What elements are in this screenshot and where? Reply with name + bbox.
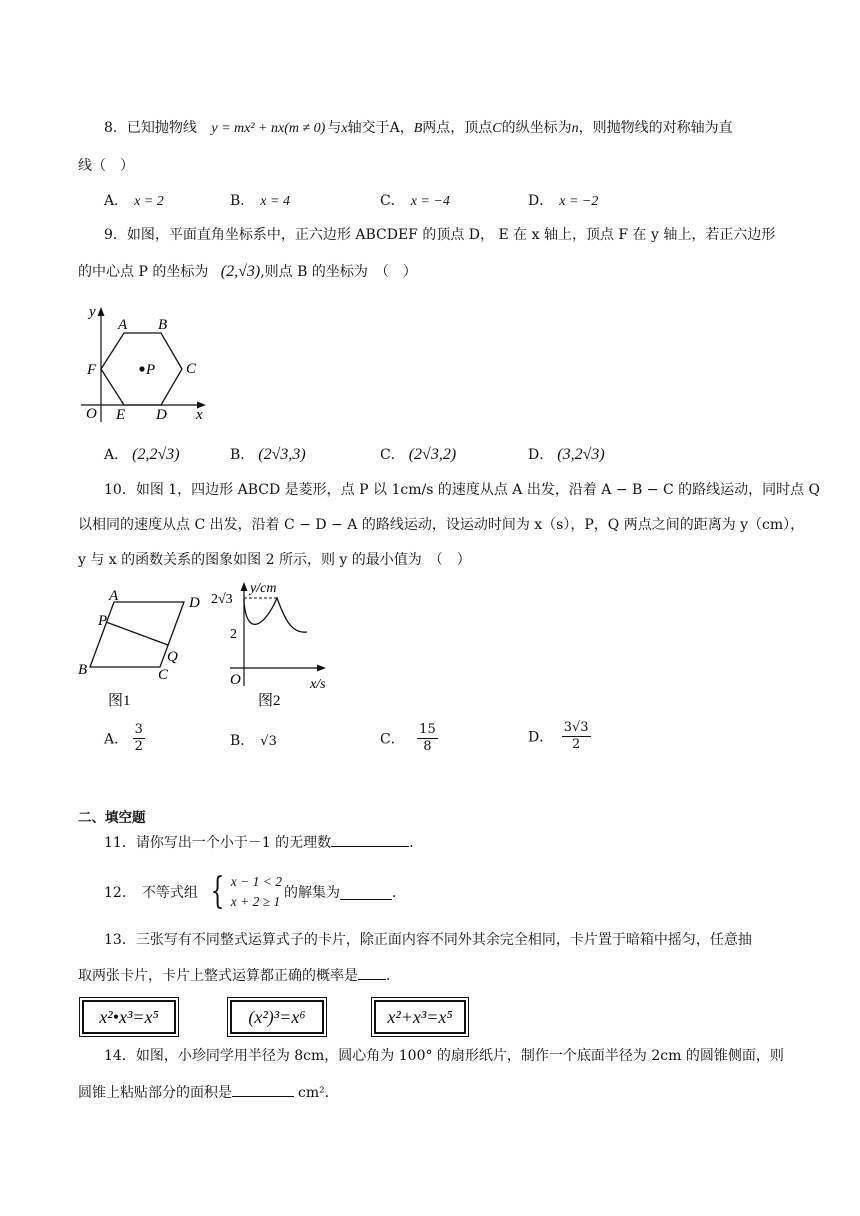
label-tick-low: 2 bbox=[230, 627, 237, 642]
option-label: D． bbox=[528, 447, 554, 463]
q8-line2: 线（ ） bbox=[78, 158, 134, 174]
q9-line2a: 的中心点 P 的坐标为 bbox=[78, 264, 209, 280]
q8-n-var: n bbox=[571, 121, 579, 136]
question-8 bbox=[104, 118, 733, 139]
q8-formula: y = mx² + nx(m ≠ 0) bbox=[211, 121, 326, 136]
q8-text-b: 与 bbox=[327, 120, 342, 136]
option-value: x = 4 bbox=[260, 194, 290, 209]
caption-fig1: 图1 bbox=[108, 693, 131, 709]
q14-line2 bbox=[78, 1082, 339, 1103]
q9-line2 bbox=[78, 262, 417, 282]
q10-figure-2 bbox=[210, 578, 345, 708]
q9-option-c[interactable] bbox=[380, 444, 456, 464]
q13-number: 13． bbox=[104, 932, 136, 948]
option-label: C． bbox=[380, 447, 405, 463]
label-x: x bbox=[196, 407, 203, 423]
option-label: D． bbox=[528, 729, 554, 746]
option-label: A． bbox=[104, 447, 129, 463]
q8-option-d[interactable] bbox=[528, 190, 598, 210]
q10-figure-1 bbox=[72, 582, 212, 712]
q14-unit: cm² bbox=[298, 1085, 325, 1101]
q12-number: 12． bbox=[104, 885, 136, 901]
label-ylabel: y/cm bbox=[250, 581, 277, 596]
option-value: (2,2√3) bbox=[132, 446, 180, 463]
q9-option-d[interactable] bbox=[528, 444, 605, 464]
fraction bbox=[417, 722, 438, 755]
q13-line2 bbox=[78, 965, 400, 986]
option-label: A． bbox=[104, 731, 129, 748]
label-d: D bbox=[189, 595, 200, 611]
question-9 bbox=[104, 225, 775, 245]
y-axis-arrow bbox=[98, 307, 105, 316]
q12-system bbox=[231, 872, 282, 912]
denominator: 2 bbox=[134, 739, 143, 754]
q14-answer-blank[interactable] bbox=[232, 1082, 294, 1097]
q11-answer-blank[interactable] bbox=[331, 832, 409, 847]
q11-end: ． bbox=[409, 835, 424, 851]
q12-ineq1: x − 1 < 2 bbox=[230, 874, 282, 889]
label-q: Q bbox=[167, 649, 178, 665]
segment-pq bbox=[106, 622, 168, 645]
option-value: (2√3,3) bbox=[258, 446, 306, 463]
q8-pt-b: B bbox=[413, 121, 423, 136]
label-c: C bbox=[186, 361, 197, 377]
label-f: F bbox=[87, 362, 97, 378]
x-axis-arrow bbox=[317, 665, 326, 672]
q11-text: 请你写出一个小于－1 的无理数 bbox=[135, 835, 332, 851]
q10-option-a[interactable] bbox=[104, 722, 145, 755]
formula-card-1: x²•x³=x⁵ bbox=[82, 1000, 176, 1034]
graph-curve bbox=[244, 598, 307, 632]
q8-option-b[interactable] bbox=[230, 190, 290, 210]
label-y: y bbox=[89, 304, 96, 320]
label-b: B bbox=[78, 662, 88, 678]
option-value: (2√3,2) bbox=[408, 446, 457, 463]
q8-option-c[interactable] bbox=[380, 190, 450, 210]
q8-text-c: 轴交于 bbox=[347, 120, 390, 136]
label-tick-high: 2√3 bbox=[211, 592, 233, 607]
label-e: E bbox=[116, 407, 126, 423]
option-value: (3,2√3) bbox=[557, 446, 605, 463]
q9-hexagon-figure bbox=[76, 302, 216, 427]
question-10 bbox=[104, 480, 820, 500]
q13-end: ． bbox=[386, 968, 400, 984]
q10-option-b[interactable] bbox=[230, 730, 277, 750]
label-o: O bbox=[230, 672, 241, 688]
q12-text-a: 不等式组 bbox=[141, 885, 198, 901]
q12-answer-blank[interactable] bbox=[340, 885, 392, 900]
label-p: P bbox=[146, 362, 156, 378]
label-a: A bbox=[118, 317, 128, 333]
option-label: D． bbox=[528, 193, 554, 209]
q9-option-b[interactable] bbox=[230, 444, 306, 464]
q12-ineq2: x + 2 ≥ 1 bbox=[230, 894, 281, 909]
caption-fig2: 图2 bbox=[258, 693, 281, 708]
q8-text-e: 的纵坐标为 bbox=[501, 120, 572, 136]
numerator: 3√3 bbox=[563, 720, 589, 735]
q9-line2b: ,则点 B 的坐标为 （ ） bbox=[260, 264, 417, 280]
option-label: C． bbox=[380, 731, 405, 748]
q10-option-c[interactable] bbox=[380, 722, 438, 755]
option-label: B． bbox=[230, 193, 255, 209]
numerator: 3 bbox=[134, 722, 143, 737]
label-p: P bbox=[98, 613, 108, 629]
q8-text-a: 已知抛物线 bbox=[126, 120, 197, 136]
option-value: x = 2 bbox=[134, 194, 164, 209]
q8-pt-c: C bbox=[492, 121, 502, 136]
q13-answer-blank[interactable] bbox=[358, 965, 386, 980]
q12-text-b: 的解集为 bbox=[283, 885, 340, 901]
numerator: 15 bbox=[419, 722, 436, 737]
q9-option-a[interactable] bbox=[104, 444, 180, 464]
q11-number: 11． bbox=[104, 835, 136, 851]
question-13 bbox=[104, 930, 752, 950]
q10-option-d[interactable] bbox=[528, 720, 591, 753]
label-o: O bbox=[86, 406, 97, 422]
label-xlabel: x/s bbox=[310, 677, 326, 692]
option-value: x = −4 bbox=[410, 194, 450, 209]
denominator: 8 bbox=[423, 739, 432, 754]
q13-line2-text: 取两张卡片，卡片上整式运算都正确的概率是 bbox=[78, 968, 358, 984]
center-point-p bbox=[139, 366, 144, 371]
option-label: A． bbox=[104, 193, 129, 209]
option-value: x = −2 bbox=[559, 194, 599, 209]
q12-end: ． bbox=[391, 885, 406, 901]
q10-line2: 以相同的速度从点 C 出发，沿着 C − D − A 的路线运动，设运动时间为 x（s），P，Q 两点之间的距离为 y（cm）， bbox=[78, 517, 805, 533]
q9-number: 9． bbox=[104, 227, 127, 243]
formula-card-3: x²+x³=x⁵ bbox=[374, 1000, 466, 1034]
option-label: C． bbox=[380, 193, 405, 209]
y-axis-arrow bbox=[241, 582, 248, 591]
q13-line1: 三张写有不同整式运算式子的卡片，除正面内容不同外其余完全相同，卡片置于暗箱中摇匀，任意抽 bbox=[135, 932, 752, 948]
question-11 bbox=[104, 832, 423, 853]
q8-text-f: ，则抛物线的对称轴为直 bbox=[578, 120, 733, 136]
question-14 bbox=[104, 1046, 784, 1066]
q10-line1: 如图 1，四边形 ABCD 是菱形，点 P 以 1cm/s 的速度从点 A 出发，沿着 A − B − C 的路线运动，同时点 Q bbox=[135, 482, 821, 498]
q8-x-var: x bbox=[341, 121, 348, 136]
q8-sep1: ， bbox=[399, 120, 414, 136]
question-12 bbox=[104, 870, 406, 914]
q9-center: (2,√3) bbox=[220, 263, 261, 280]
q8-pt-a: A bbox=[389, 120, 400, 136]
q12-brace: { bbox=[210, 871, 225, 912]
q10-number: 10． bbox=[104, 482, 136, 498]
denominator: 2 bbox=[571, 737, 581, 752]
formula-card-2: (x²)³=x⁶ bbox=[230, 1000, 324, 1034]
option-value: √3 bbox=[260, 734, 277, 749]
q9-line1: 如图，平面直角坐标系中，正六边形 ABCDEF 的顶点 D， E 在 x 轴上，顶点 F 在 y 轴上，若正六边形 bbox=[126, 227, 776, 243]
label-d: D bbox=[156, 407, 167, 423]
q14-line2-text: 圆锥上粘贴部分的面积是 bbox=[78, 1085, 232, 1101]
option-label: B． bbox=[230, 733, 255, 749]
q8-number: 8． bbox=[104, 120, 127, 136]
label-b: B bbox=[158, 317, 168, 333]
option-label: B． bbox=[230, 447, 255, 463]
fraction bbox=[562, 720, 591, 753]
section-2-title: 二、填空题 bbox=[78, 810, 146, 826]
label-a: A bbox=[109, 588, 119, 604]
q8-text-d: 两点，顶点 bbox=[422, 120, 493, 136]
fraction bbox=[133, 722, 145, 755]
q14-end: ． bbox=[324, 1085, 339, 1101]
label-c: C bbox=[158, 667, 169, 683]
q8-option-a[interactable] bbox=[104, 190, 164, 210]
q10-line3: y 与 x 的函数关系的图象如图 2 所示，则 y 的最小值为 （ ） bbox=[78, 552, 471, 568]
q14-line1: 如图，小珍同学用半径为 8cm，圆心角为 100° 的扇形纸片，制作一个底面半径为 2cm 的圆锥侧面，则 bbox=[135, 1048, 784, 1064]
q14-number: 14． bbox=[104, 1048, 136, 1064]
